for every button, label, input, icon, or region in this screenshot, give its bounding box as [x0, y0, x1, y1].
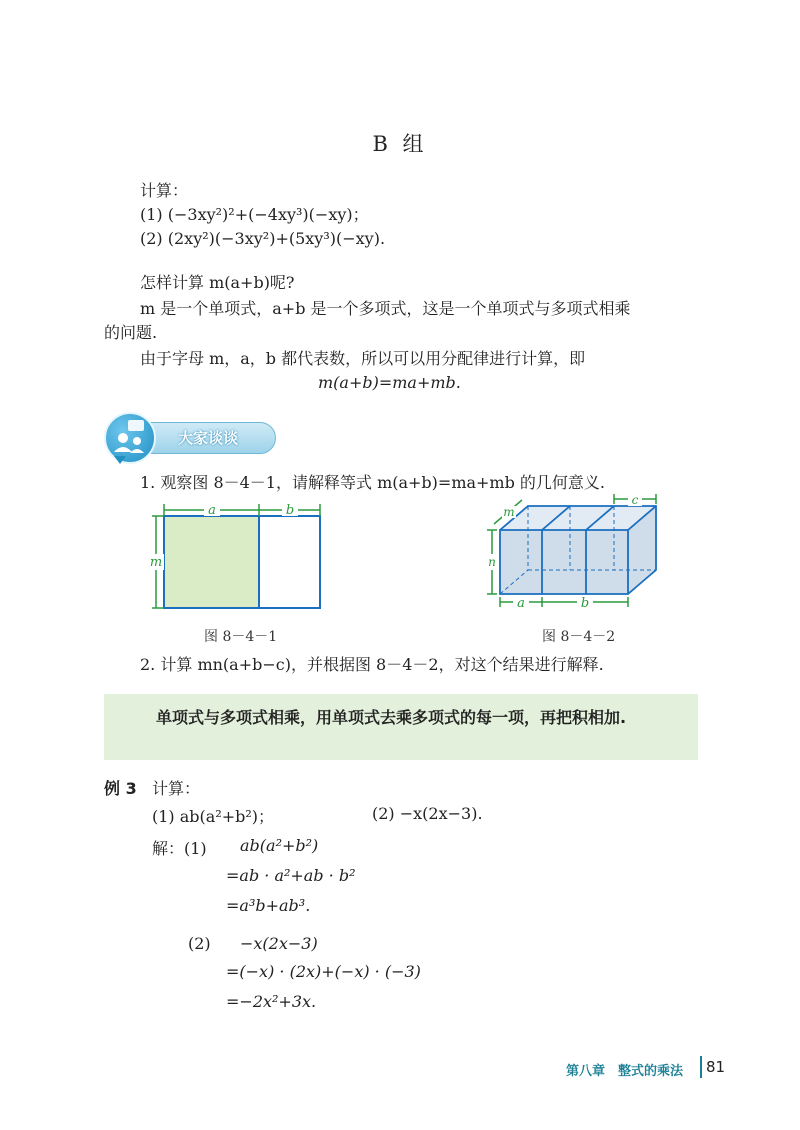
solution-2-line-3: =−2x²+3x.	[226, 992, 317, 1011]
page-number: 81	[706, 1058, 726, 1076]
fig2-label-c: c	[631, 494, 639, 507]
badge-label: 大家谈谈	[178, 429, 239, 447]
example-problem-2: (2) −x(2x−3).	[372, 804, 483, 823]
example-problem-1: (1) ab(a²+b²)；	[152, 807, 275, 826]
fig2-label-n: n	[488, 555, 496, 569]
discussion-badge	[104, 412, 276, 460]
fig1-label-b: b	[285, 503, 295, 518]
fig1-label-m: m	[149, 555, 163, 570]
fig1-label-a: a	[208, 503, 216, 518]
solution-1-line-2: =ab · a²+ab · b²	[226, 866, 356, 885]
solution-2-line-1: −x(2x−3)	[240, 934, 318, 953]
solution-2-label: (2)	[188, 934, 211, 953]
example-label: 例 3	[104, 779, 137, 798]
fig2-label-m: m	[503, 505, 515, 519]
example-prompt: 计算：	[152, 779, 201, 798]
lesson-p1-line1: m 是一个单项式，a+b 是一个多项式，这是一个单项式与多项式相乘	[140, 299, 631, 318]
fig2-label-b: b	[580, 596, 590, 611]
exercise-intro: 计算：	[140, 181, 189, 200]
figure2-caption: 图 8－4－2	[542, 629, 616, 645]
figure1-caption: 图 8－4－1	[204, 629, 278, 645]
lesson-question: 怎样计算 m(a+b)呢?	[140, 273, 295, 292]
solution-1-line-3: =a³b+ab³.	[226, 896, 311, 915]
solution-2-line-2: =(−x) · (2x)+(−x) · (−3)	[226, 962, 421, 981]
badge-tail	[114, 456, 126, 464]
lesson-formula: m(a+b)=ma+mb.	[318, 373, 461, 392]
figure-8-4-2	[486, 494, 666, 616]
footer-divider	[700, 1056, 702, 1078]
fig1-rect-mb	[259, 516, 320, 608]
fig1-rect-ma	[164, 516, 259, 608]
footer-chapter: 第八章 整式的乘法	[566, 1064, 684, 1079]
people-icon	[104, 412, 156, 464]
exercise-q2: (2) (2xy²)(−3xy²)+(5xy³)(−xy).	[140, 229, 386, 248]
solution-1-line-1: ab(a²+b²)	[240, 836, 319, 855]
exercise-q1: (1) (−3xy²)²+(−4xy³)(−xy)；	[140, 205, 369, 224]
lesson-p2: 由于字母 m，a，b 都代表数，所以可以用分配律进行计算，即	[140, 349, 586, 368]
lesson-p1-line2: 的问题.	[104, 323, 158, 342]
discussion-item-2: 2. 计算 mn(a+b−c)，并根据图 8－4－2，对这个结果进行解释.	[140, 655, 604, 674]
group-heading: B 组	[372, 132, 428, 156]
summary-text-content: 单项式与多项式相乘，用单项式去乘多项式的每一项，再把积相加.	[156, 708, 627, 727]
figure-8-4-1	[148, 500, 328, 614]
summary-text	[124, 704, 678, 732]
solution-label: 解：(1)	[152, 839, 207, 858]
discussion-item-1: 1. 观察图 8－4－1，请解释等式 m(a+b)=ma+mb 的几何意义.	[140, 473, 606, 492]
fig2-label-a: a	[517, 596, 525, 611]
